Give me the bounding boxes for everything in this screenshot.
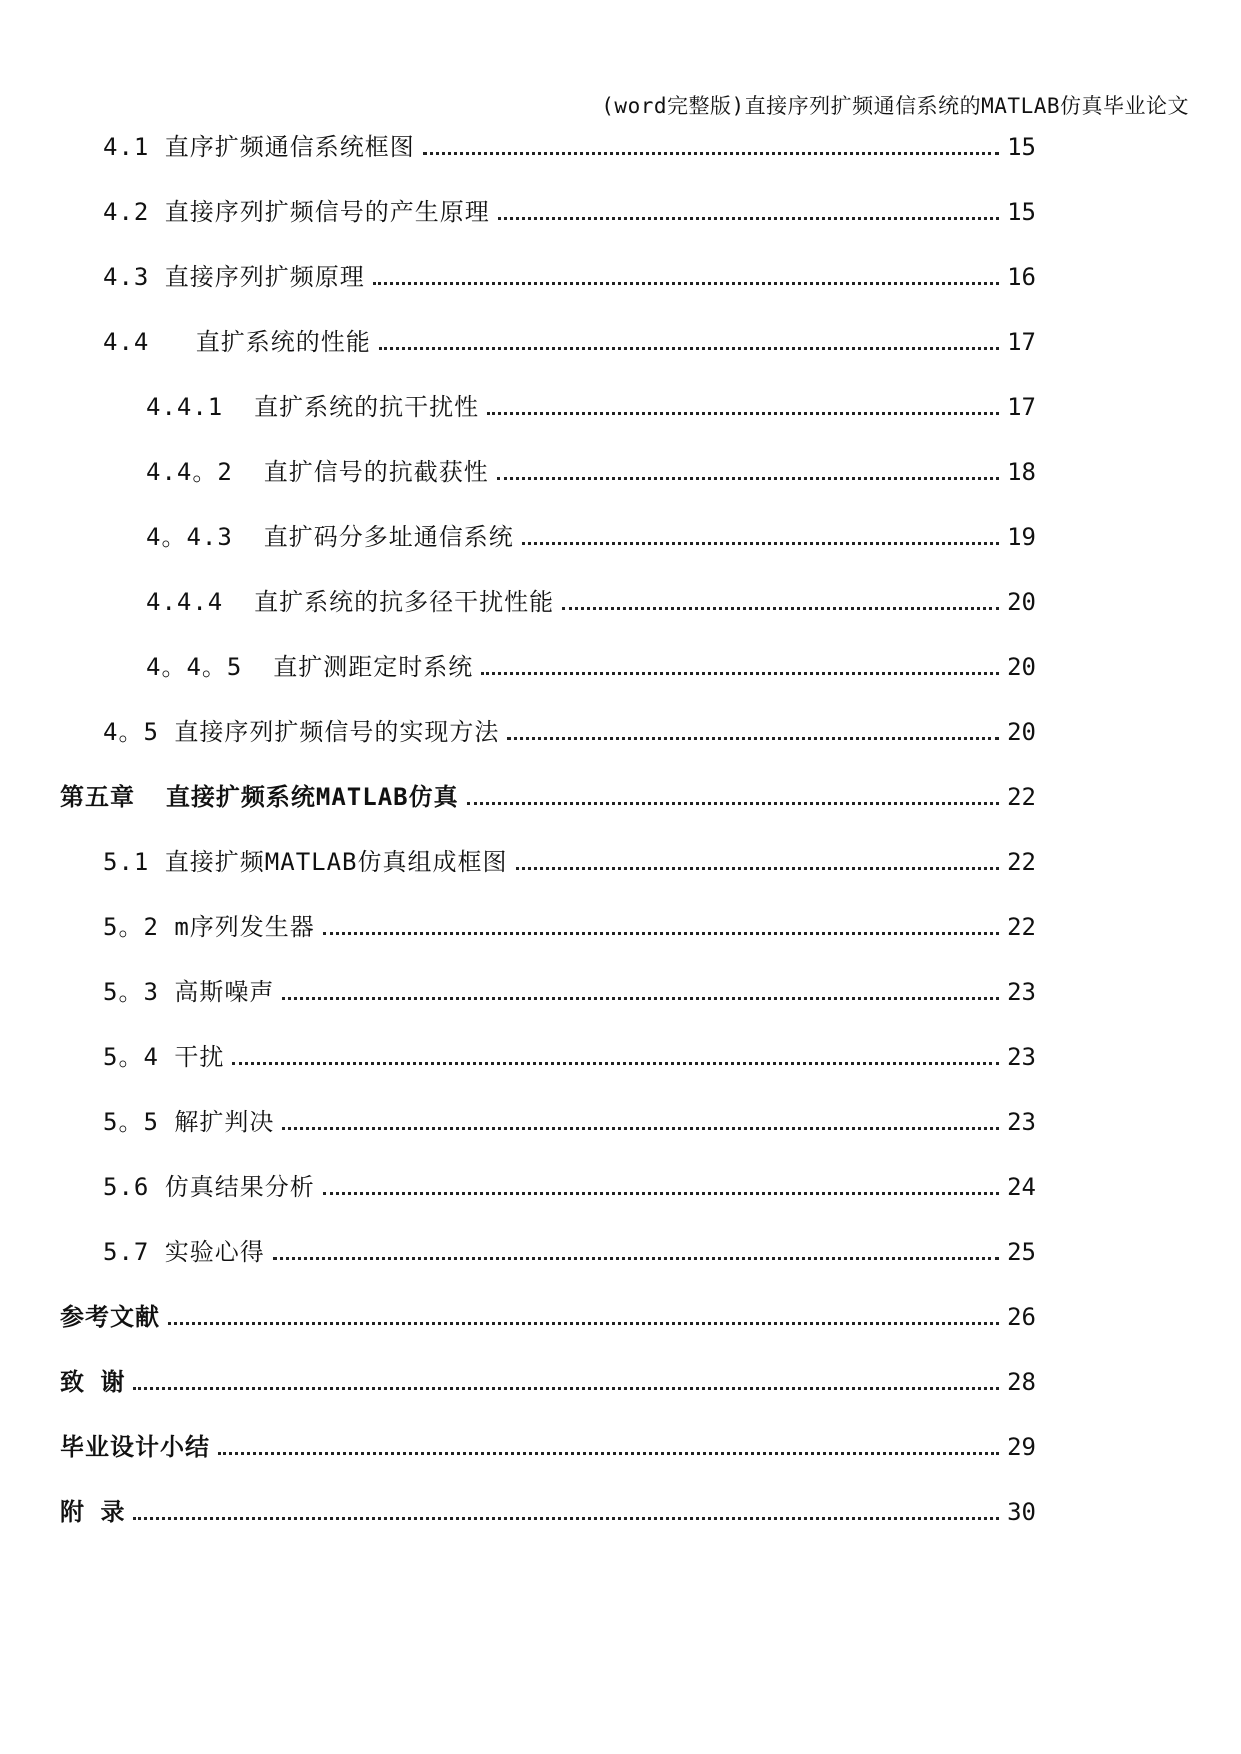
dot-leader bbox=[522, 542, 999, 545]
dot-leader bbox=[282, 997, 999, 1000]
dot-leader bbox=[498, 217, 999, 220]
toc-entry-title: 5.7 实验心得 bbox=[103, 1238, 265, 1266]
toc-entry-title: 4.4 直扩系统的性能 bbox=[103, 328, 371, 356]
dot-leader bbox=[323, 1192, 999, 1195]
toc-entry-page: 24 bbox=[1007, 1173, 1036, 1201]
toc-entry-title: 4。5 直接序列扩频信号的实现方法 bbox=[103, 718, 500, 746]
dot-leader bbox=[379, 347, 999, 350]
toc-entry-page: 22 bbox=[1007, 848, 1036, 876]
toc-entry-title: 附 录 bbox=[60, 1498, 126, 1526]
toc-entry[interactable] bbox=[146, 455, 1036, 489]
toc-entry-page: 23 bbox=[1007, 1043, 1036, 1071]
toc-entry[interactable] bbox=[103, 715, 1036, 749]
dot-leader bbox=[507, 737, 999, 740]
toc-entry-page: 29 bbox=[1007, 1433, 1036, 1461]
dot-leader bbox=[323, 932, 999, 935]
toc-entry[interactable] bbox=[146, 585, 1036, 619]
toc-entry[interactable] bbox=[103, 260, 1036, 294]
toc-entry-title: 参考文献 bbox=[60, 1303, 160, 1331]
dot-leader bbox=[133, 1387, 999, 1390]
toc-entry-page: 19 bbox=[1007, 523, 1036, 551]
toc-chapter-entry[interactable] bbox=[60, 1430, 1036, 1464]
dot-leader bbox=[467, 802, 1000, 805]
toc-entry-title: 4。4。5 直扩测距定时系统 bbox=[146, 653, 474, 681]
toc-entry[interactable] bbox=[103, 845, 1036, 879]
page-header-title: (word完整版)直接序列扩频通信系统的MATLAB仿真毕业论文 bbox=[601, 94, 1189, 118]
toc-entry-title: 5。4 干扰 bbox=[103, 1043, 225, 1071]
toc-entry[interactable] bbox=[103, 910, 1036, 944]
toc-entry-page: 17 bbox=[1007, 393, 1036, 421]
toc-entry-page: 23 bbox=[1007, 1108, 1036, 1136]
toc-entry-page: 28 bbox=[1007, 1368, 1036, 1396]
dot-leader bbox=[481, 672, 999, 675]
dot-leader bbox=[497, 477, 999, 480]
toc-entry[interactable] bbox=[146, 390, 1036, 424]
toc-entry[interactable] bbox=[103, 1105, 1036, 1139]
toc-entry-page: 16 bbox=[1007, 263, 1036, 291]
dot-leader bbox=[282, 1127, 999, 1130]
dot-leader bbox=[232, 1062, 999, 1065]
toc-entry-page: 26 bbox=[1007, 1303, 1036, 1331]
toc-entry-title: 4.4.4 直扩系统的抗多径干扰性能 bbox=[146, 588, 555, 616]
toc-entry[interactable] bbox=[103, 195, 1036, 229]
toc-entry-title: 5.1 直接扩频MATLAB仿真组成框图 bbox=[103, 848, 508, 876]
toc-entry[interactable] bbox=[103, 1235, 1036, 1269]
dot-leader bbox=[562, 607, 999, 610]
toc-chapter-entry[interactable] bbox=[60, 780, 1036, 814]
toc-entry[interactable] bbox=[103, 325, 1036, 359]
dot-leader bbox=[218, 1452, 999, 1455]
toc-entry-page: 25 bbox=[1007, 1238, 1036, 1266]
dot-leader bbox=[516, 867, 1000, 870]
toc-chapter-entry[interactable] bbox=[60, 1495, 1036, 1529]
toc-entry-title: 5。3 高斯噪声 bbox=[103, 978, 275, 1006]
toc-entry-title: 4.4.1 直扩系统的抗干扰性 bbox=[146, 393, 480, 421]
dot-leader bbox=[273, 1257, 999, 1260]
toc-entry-page: 18 bbox=[1007, 458, 1036, 486]
toc-entry-page: 23 bbox=[1007, 978, 1036, 1006]
toc-entry[interactable] bbox=[103, 1170, 1036, 1204]
toc-entry-page: 17 bbox=[1007, 328, 1036, 356]
toc-entry-page: 15 bbox=[1007, 198, 1036, 226]
toc-chapter-entry[interactable] bbox=[60, 1300, 1036, 1334]
toc-entry[interactable] bbox=[146, 520, 1036, 554]
toc-entry-title: 致 谢 bbox=[60, 1368, 126, 1396]
toc-entry-title: 5。5 解扩判决 bbox=[103, 1108, 275, 1136]
toc-entry-page: 15 bbox=[1007, 133, 1036, 161]
toc-entry-title: 4.1 直序扩频通信系统框图 bbox=[103, 133, 415, 161]
dot-leader bbox=[168, 1322, 999, 1325]
toc-entry-page: 22 bbox=[1007, 913, 1036, 941]
toc-entry-page: 30 bbox=[1007, 1498, 1036, 1526]
toc-entry[interactable] bbox=[146, 650, 1036, 684]
toc-chapter-entry[interactable] bbox=[60, 1365, 1036, 1399]
toc-entry-page: 20 bbox=[1007, 653, 1036, 681]
dot-leader bbox=[133, 1517, 999, 1520]
toc-entry-title: 4.3 直接序列扩频原理 bbox=[103, 263, 365, 291]
toc-entry[interactable] bbox=[103, 975, 1036, 1009]
toc-entry-title: 毕业设计小结 bbox=[60, 1433, 210, 1461]
toc-entry-title: 4.4。2 直扩信号的抗截获性 bbox=[146, 458, 489, 486]
toc-entry[interactable] bbox=[103, 1040, 1036, 1074]
toc-entry-page: 20 bbox=[1007, 588, 1036, 616]
toc-entry-title: 4.2 直接序列扩频信号的产生原理 bbox=[103, 198, 490, 226]
toc-entry-page: 20 bbox=[1007, 718, 1036, 746]
dot-leader bbox=[373, 282, 999, 285]
dot-leader bbox=[423, 152, 999, 155]
dot-leader bbox=[487, 412, 999, 415]
toc-entry-page: 22 bbox=[1007, 783, 1036, 811]
toc-entry[interactable] bbox=[103, 130, 1036, 164]
toc-entry-title: 5。2 m序列发生器 bbox=[103, 913, 315, 941]
toc-entry-title: 5.6 仿真结果分析 bbox=[103, 1173, 315, 1201]
toc-entry-title: 第五章 直接扩频系统MATLAB仿真 bbox=[60, 783, 459, 811]
toc-entry-title: 4。4.3 直扩码分多址通信系统 bbox=[146, 523, 514, 551]
